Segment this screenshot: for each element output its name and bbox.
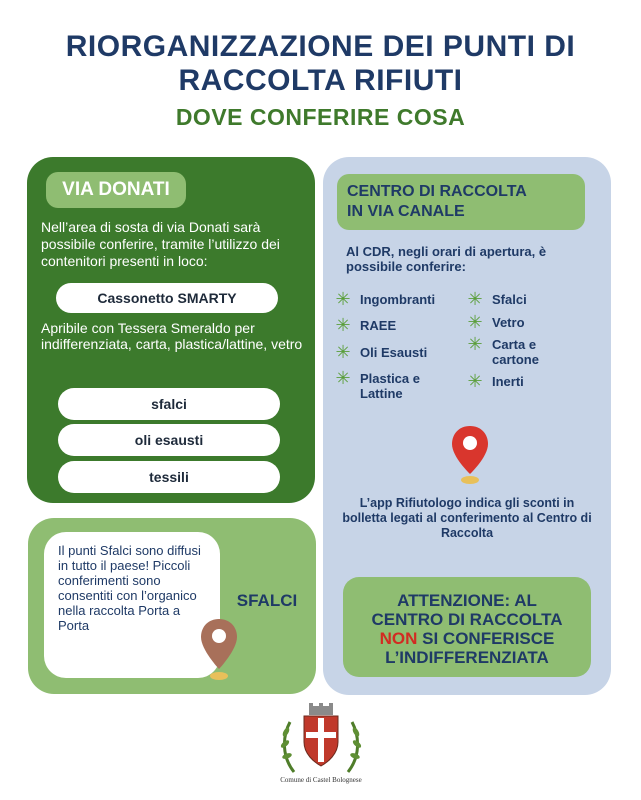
asterisk-icon: ✳ [335, 315, 351, 335]
cdr-item-plastica-lattine: ✳ Plastica e Lattine [335, 368, 420, 401]
warning-non: NON [379, 629, 418, 648]
warning-line-1: ATTENZIONE: AL [397, 591, 537, 610]
cdr-item-vetro: ✳ Vetro [467, 312, 525, 332]
cdr-item-inerti: ✳ Inerti [467, 371, 524, 391]
location-pin-icon [450, 424, 490, 486]
page-title [0, 30, 641, 98]
cdr-heading-line-2: IN VIA CANALE [347, 203, 465, 220]
logo-caption: Comune di Castel Bolognese [280, 776, 362, 784]
asterisk-icon: ✳ [335, 368, 351, 388]
donati-item-oli-esausti: oli esausti [58, 424, 280, 456]
warning-line-3: NON SI CONFERISCE [379, 629, 555, 648]
via-donati-heading: VIA DONATI [46, 172, 186, 208]
rifiutologo-app-info: L’app Rifiutologo indica gli sconti in bolletta legati al conferimento al Centro di Raccolta [342, 496, 592, 540]
cdr-item-oli-esausti: ✳ Oli Esausti [335, 342, 428, 362]
title-line-1: RIORGANIZZAZIONE DEI PUNTI DI [65, 30, 576, 63]
donati-item-sfalci: sfalci [58, 388, 280, 420]
cdr-item-raee: ✳ RAEE [335, 315, 397, 335]
cdr-item-ingombranti: ✳ Ingombranti [335, 289, 436, 309]
sfalci-info-text: Il punti Sfalci sono diffusi in tutto il paese! Piccoli conferimenti sono consentiti con l’organico nella raccolta Porta a Porta [58, 543, 201, 633]
coat-of-arms-icon [276, 702, 366, 774]
cdr-item-carta-cartone: ✳ Carta e cartone [467, 334, 539, 367]
via-donati-note: Apribile con Tessera Smeraldo per indifferenziata, carta, plastica/lattine, vetro [41, 320, 303, 352]
title-line-2: RACCOLTA RIFIUTI [178, 64, 463, 97]
cdr-item-sfalci: ✳ Sfalci [467, 289, 527, 309]
asterisk-icon: ✳ [467, 334, 483, 354]
asterisk-icon: ✳ [335, 289, 351, 309]
warning-line-4: L’INDIFFERENZIATA [385, 648, 549, 667]
donati-item-tessili: tessili [58, 461, 280, 493]
asterisk-icon: ✳ [467, 312, 483, 332]
asterisk-icon: ✳ [467, 289, 483, 309]
asterisk-icon: ✳ [335, 342, 351, 362]
smarty-bin-label: Cassonetto SMARTY [56, 283, 278, 313]
sfalci-label: SFALCI [236, 591, 298, 610]
location-pin-icon [199, 617, 239, 683]
attention-box [343, 577, 591, 677]
asterisk-icon: ✳ [467, 371, 483, 391]
via-donati-intro: Nell’area di sosta di via Donati sarà possibile conferire, tramite l’utilizzo dei contenitori presenti in loco: [41, 219, 280, 269]
cdr-heading-line-1: CENTRO DI RACCOLTA [347, 183, 527, 200]
cdr-intro: Al CDR, negli orari di apertura, è possibile conferire: [346, 244, 547, 274]
warning-line-2: CENTRO DI RACCOLTA [371, 610, 563, 629]
page-subtitle: DOVE CONFERIRE COSA [175, 104, 466, 130]
centro-raccolta-heading [337, 174, 585, 230]
